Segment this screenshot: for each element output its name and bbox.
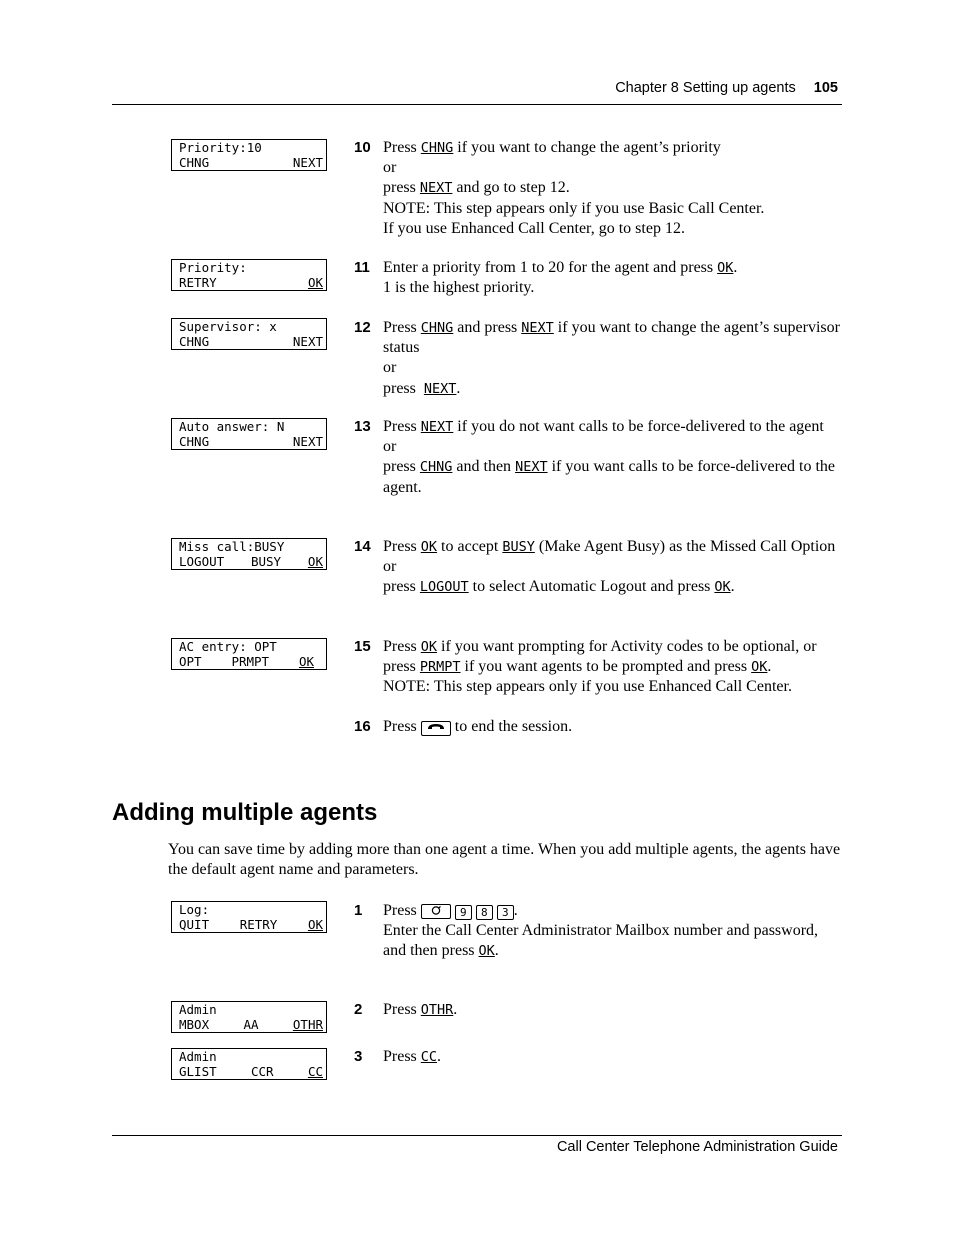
step-text: Press CHNG and press NEXT if you want to change the agent’s supervisor status or press NEXT. [383,319,840,397]
chapter-title: Chapter 8 Setting up agents [615,80,796,96]
key-othr: OTHR [420,1002,454,1018]
step-text: Press OK if you want prompting for Activity codes to be optional, or press PRMPT if you want agents to be prompted and press OK. NOTE: This step appears only if you use Enhanced Call Center. [383,637,844,698]
softkey-opt[interactable]: OPT [179,654,202,669]
footer-rule [112,1135,842,1136]
softkey-retry[interactable]: RETRY [239,917,278,932]
softkey-ok[interactable]: OK [307,917,323,932]
step-2 [354,1000,844,1020]
step-number: 13 [354,418,371,435]
softkey-quit[interactable]: QUIT [179,917,210,932]
key-ok: OK [478,943,495,960]
page-header [615,80,838,96]
key-ok: OK [714,579,731,596]
dial-key-8: 8 [476,905,493,920]
step-13 [354,417,844,498]
step-12 [354,318,844,399]
step-text: Press OK to accept BUSY (Make Agent Busy) as the Missed Call Option or press LOGOUT to select Automatic Logout and press OK. [383,538,836,596]
step-number: 14 [354,538,371,555]
step-11 [354,258,844,298]
softkey-ccr[interactable]: CCR [251,1064,274,1079]
softkey-logout[interactable]: LOGOUT [179,554,225,569]
display-priority-10 [171,139,327,171]
display-line-1: Log: [179,902,210,917]
release-key-icon [421,721,451,736]
key-cc: CC [420,1049,438,1065]
softkey-ok[interactable]: OK [307,275,323,290]
step-note: NOTE: This step appears only if you use Enhanced Call Center. [383,678,792,696]
footer-title: Call Center Telephone Administration Guide [556,1139,838,1155]
display-line-1: Priority:10 [179,140,262,155]
display-admin-2 [171,1048,327,1080]
softkey-othr[interactable]: OTHR [292,1017,323,1032]
step-10 [354,138,844,239]
step-text: Press to end the session. [383,718,573,735]
softkey-chng[interactable]: CHNG [179,434,210,449]
key-chng: CHNG [420,320,454,336]
display-line-1: AC entry: OPT [179,639,277,654]
key-prmpt: PRMPT [419,659,461,676]
step-16 [354,717,844,737]
feature-key-icon [421,904,451,919]
step-number: 10 [354,139,371,156]
step-number: 3 [354,1048,363,1065]
step-1 [354,901,844,962]
softkey-glist[interactable]: GLIST [179,1064,217,1079]
step-text: Press CHNG if you want to change the agent’s priority or press NEXT and go to step 12. NOTE: This step appears only if you use Basic Call Center. If you use Enhanced Call Center, go to step 12. [383,138,844,239]
dial-key-9: 9 [455,905,472,920]
display-admin-1 [171,1001,327,1033]
softkey-chng[interactable]: CHNG [179,334,210,349]
step-text: Press CC. [383,1048,442,1065]
display-priority [171,259,327,291]
key-next: NEXT [423,380,457,397]
softkey-retry[interactable]: RETRY [179,275,217,290]
key-chng: CHNG [419,459,453,476]
step-text: Press OTHR. [383,1001,458,1018]
step-number: 12 [354,319,371,336]
step-14 [354,537,844,598]
display-line-1: Supervisor: x [179,319,277,334]
softkey-ok[interactable]: OK [298,654,314,669]
step-text: Enter a priority from 1 to 20 for the agent and press OK. 1 is the highest priority. [383,259,738,297]
display-ac-entry [171,638,327,670]
softkey-mbox[interactable]: MBOX [179,1017,210,1032]
step-number: 15 [354,638,371,655]
key-next: NEXT [515,459,548,476]
display-line-1: Auto answer: N [179,419,285,434]
softkey-next[interactable]: NEXT [292,155,323,170]
key-logout: LOGOUT [419,579,469,596]
display-log [171,901,327,933]
key-busy: BUSY [502,539,535,555]
key-next: NEXT [521,320,554,336]
display-line-1: Admin [179,1049,217,1064]
key-ok: OK [717,260,734,276]
section-title: Adding multiple agents [112,799,378,826]
softkey-chng[interactable]: CHNG [179,155,210,170]
key-chng: CHNG [420,140,454,156]
step-text: Press NEXT if you do not want calls to be force-delivered to the agent or press CHNG and then NEXT if you want calls to be force-delivered to the agent. [383,418,836,496]
display-line-1: Admin [179,1002,217,1017]
key-ok: OK [751,659,768,676]
step-3 [354,1047,844,1067]
display-line-1: Miss call:BUSY [179,539,285,554]
softkey-ok[interactable]: OK [307,554,323,569]
step-15 [354,637,844,698]
step-number: 16 [354,718,371,735]
display-miss-call [171,538,327,570]
page-number: 105 [813,80,838,96]
key-next: NEXT [419,180,453,197]
softkey-next[interactable]: NEXT [292,334,323,349]
step-number: 1 [354,902,363,919]
key-next: NEXT [420,419,454,435]
softkey-aa[interactable]: AA [243,1017,259,1032]
key-ok: OK [420,639,438,655]
softkey-cc[interactable]: CC [307,1064,323,1079]
key-ok: OK [420,539,438,555]
section-intro: You can save time by adding more than one agent a time. When you add multiple agents, the agents have the default agent name and parameters. [168,841,841,879]
header-rule [112,104,842,105]
step-number: 2 [354,1001,363,1018]
step-text: Press 9 8 3 . Enter the Call Center Administrator Mailbox number and password, and then press OK. [383,902,819,960]
softkey-prmpt[interactable]: PRMPT [231,654,270,669]
step-note: NOTE: This step appears only if you use Basic Call Center. [383,199,765,217]
step-number: 11 [354,259,370,276]
dial-key-3: 3 [497,905,514,920]
display-auto-answer [171,418,327,450]
display-line-1: Priority: [179,260,247,275]
softkey-next[interactable]: NEXT [292,434,323,449]
display-supervisor [171,318,327,350]
softkey-busy[interactable]: BUSY [250,554,282,569]
